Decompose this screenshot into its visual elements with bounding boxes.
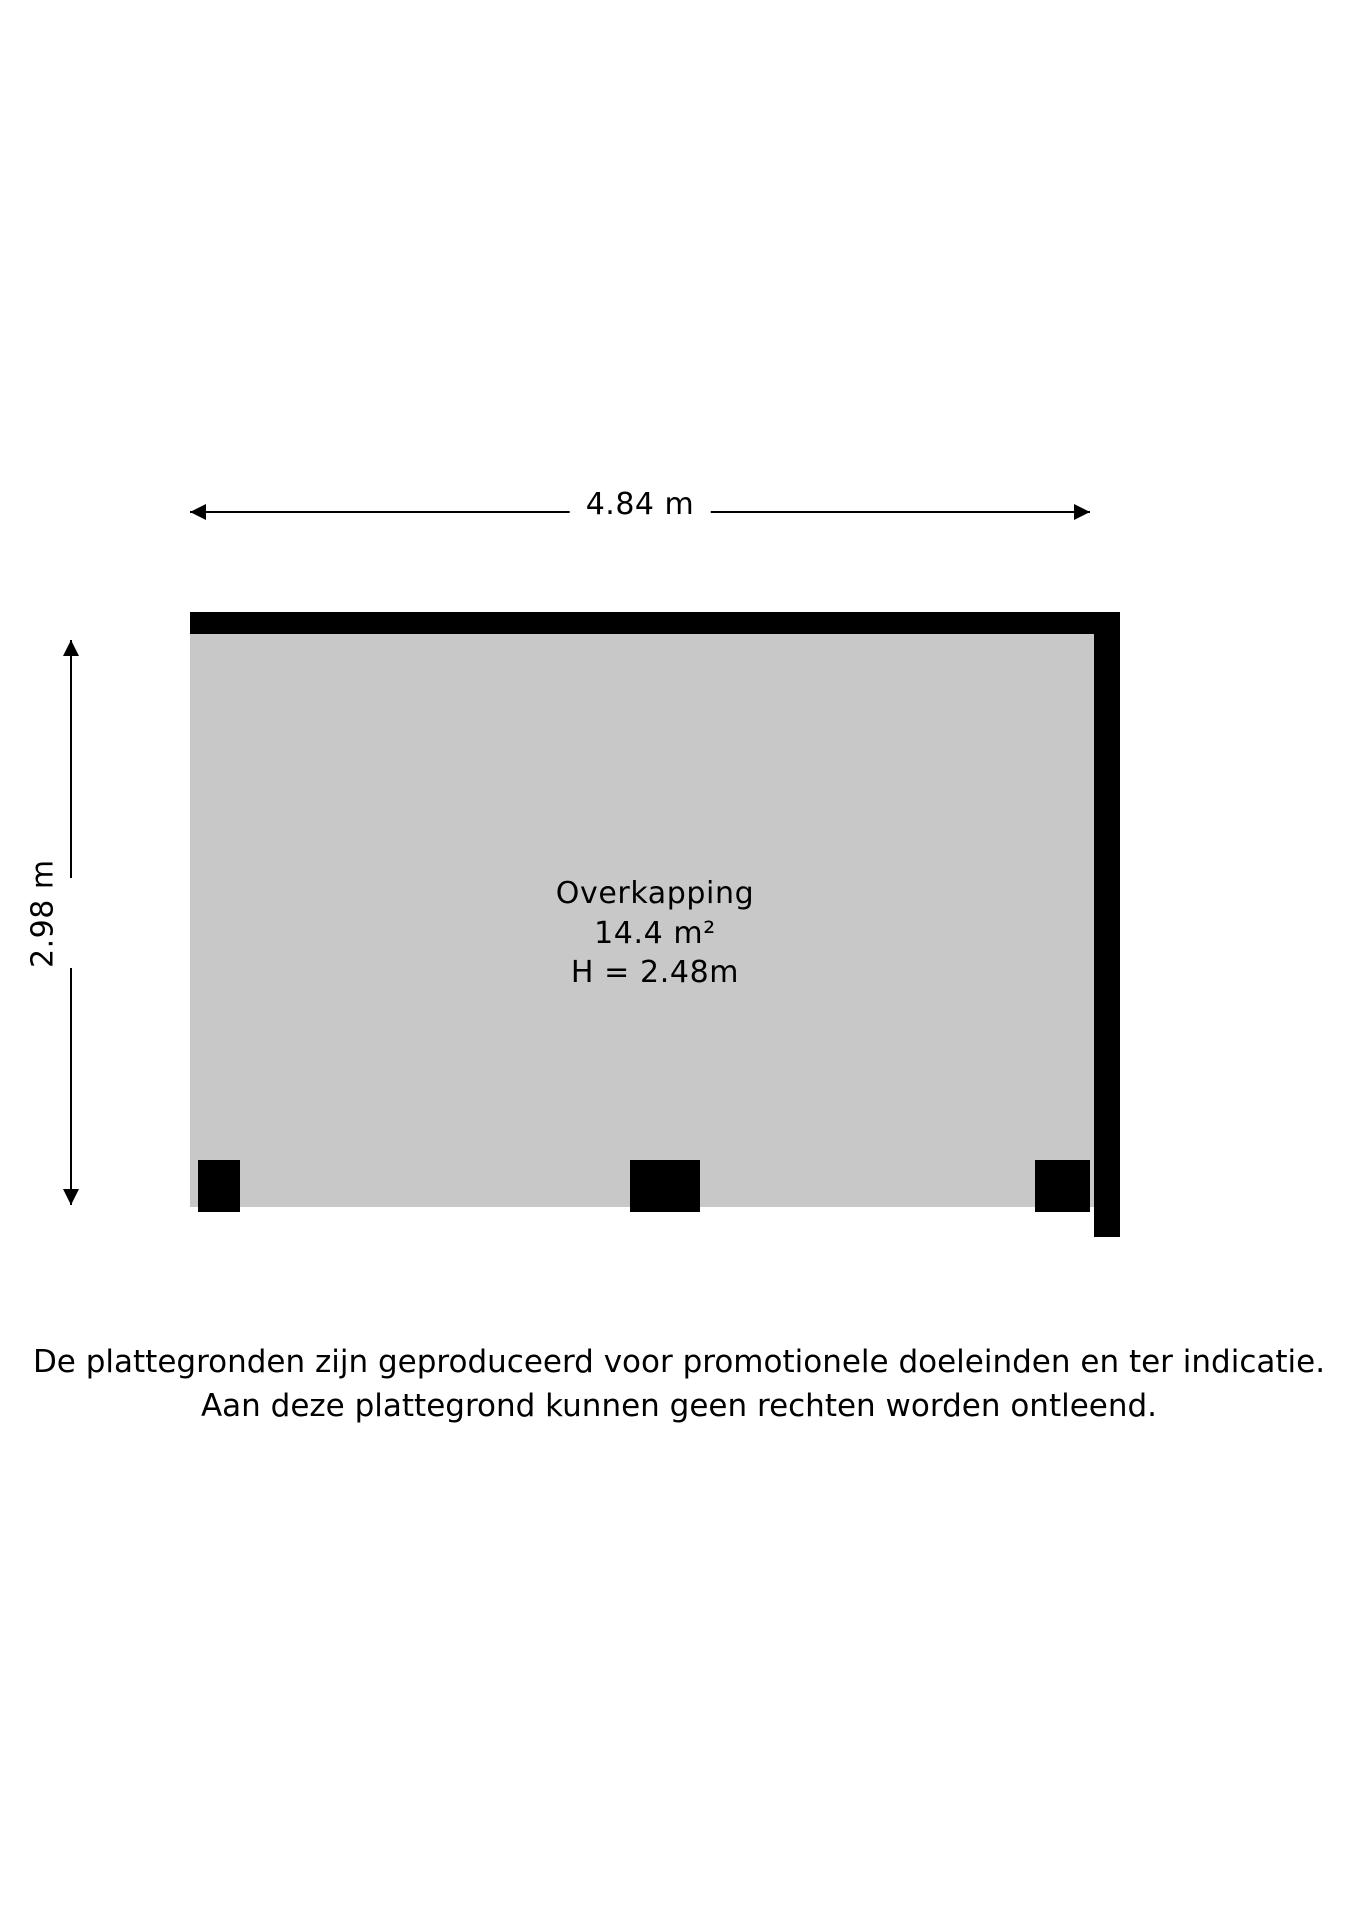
room-area: 14.4 m² [594,915,716,951]
disclaimer-text [0,1340,1358,1428]
arrow-left-icon [190,504,206,520]
disclaimer-line-2: Aan deze plattegrond kunnen geen rechten worden ontleend. [200,1388,1158,1425]
room-name: Overkapping [555,876,755,911]
arrow-down-icon [63,1189,79,1205]
disclaimer-line-1: De plattegronden zijn geproduceerd voor promotionele doeleinden en ter indicatie. [32,1344,1326,1380]
pillar-left [198,1160,240,1212]
dimension-width [190,487,1090,527]
dimension-height [25,640,86,1205]
wall-top [190,612,1120,634]
pillar-middle [630,1160,700,1212]
pillar-right [1035,1160,1090,1212]
dimension-height-label: 2.98 m [14,878,73,968]
room-height: H = 2.48m [570,955,740,991]
room-overkapping [190,612,1120,1207]
dimension-width-label: 4.84 m [570,487,711,522]
arrow-right-icon [1074,504,1090,520]
room-label-group [190,874,1120,993]
arrow-up-icon [63,640,79,656]
